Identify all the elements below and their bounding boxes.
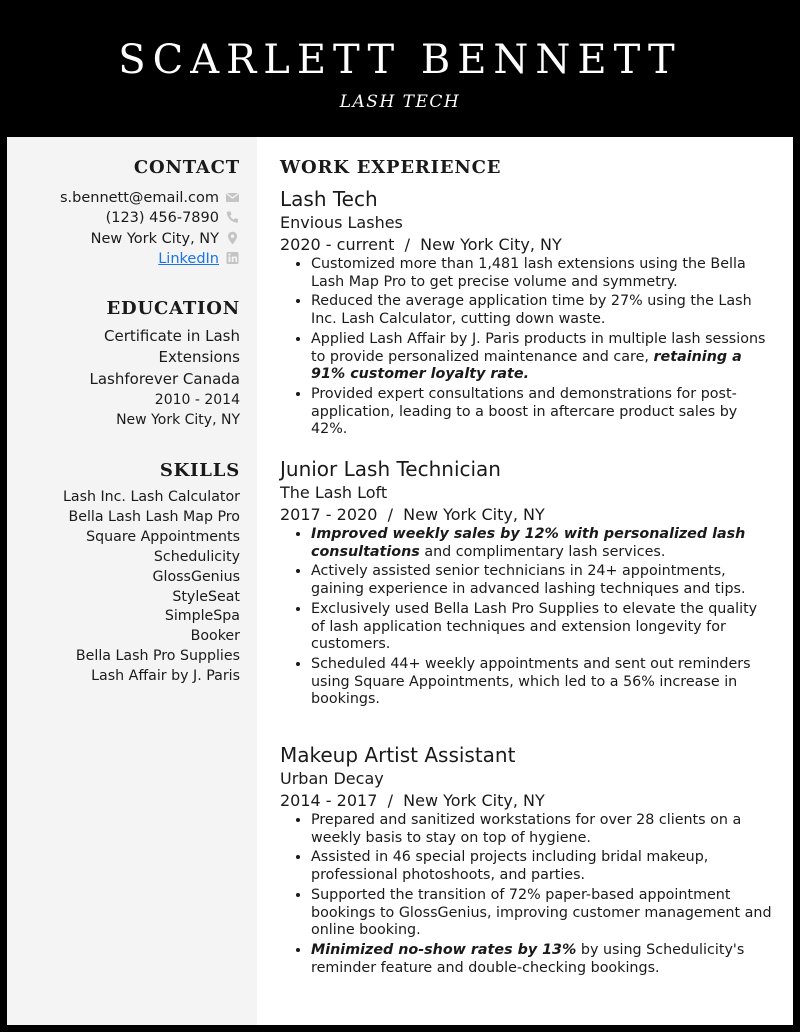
bullet-text: Prepared and sanitized workstations for over 28 clients on a weekly basis to stay on top of hygiene. (311, 812, 742, 846)
map-pin-icon (225, 231, 240, 245)
job-bullet (311, 256, 775, 291)
email-text: s.bennett@email.com (59, 190, 219, 206)
job-bullet (311, 942, 775, 977)
skills-heading: SKILLS (159, 460, 240, 481)
job-bullets (280, 812, 775, 977)
job-bullet (311, 849, 775, 884)
contact-location (15, 229, 240, 249)
contact-section (15, 157, 240, 269)
job-meta (280, 790, 775, 812)
sidebar (7, 137, 257, 1025)
job-location: New York City, NY (403, 505, 545, 524)
job-entry (280, 742, 775, 979)
contact-email (15, 188, 240, 208)
job-bullet (311, 887, 775, 940)
education-degree-line1: Certificate in Lash (104, 327, 240, 345)
job-bullet (311, 656, 775, 709)
job-dates: 2014 - 2017 (280, 791, 378, 810)
skill-item: Lash Inc. Lash Calculator (62, 489, 240, 505)
job-company: The Lash Loft (280, 483, 388, 502)
skill-item: Bella Lash Lash Map Pro (68, 508, 240, 525)
job-entry (280, 186, 775, 441)
bullet-text: Supported the transition of 72% paper-based appointment bookings to GlossGenius, improving customer management and online booking. (311, 886, 772, 939)
job-bullet (311, 812, 775, 847)
bullet-emphasis: Minimized no-show rates by 13% (311, 941, 577, 958)
contact-phone (15, 208, 240, 228)
bullet-text: Reduced the average application time by 27% using the Lash Inc. Lash Calculator, cutting down waste. (311, 293, 752, 328)
phone-text: (123) 456-7890 (105, 210, 219, 227)
job-meta-separator: / (387, 791, 393, 810)
job-company: Urban Decay (280, 769, 384, 788)
job-bullet (311, 331, 775, 384)
education-years: 2010 - 2014 (154, 392, 240, 408)
bullet-text: Exclusively used Bella Lash Pro Supplies to elevate the quality of lash application techniques and extension longevity for customers. (311, 600, 758, 653)
bullet-text-tail: and complimentary lash services. (419, 543, 666, 560)
skill-item: Lash Affair by J. Paris (91, 668, 240, 685)
job-bullet (311, 601, 775, 654)
bullet-text: Applied Lash Affair by J. Paris products in multiple lash sessions to provide personalized maintenance and care, (311, 330, 766, 365)
job-title: Junior Lash Technician (280, 457, 501, 481)
contact-heading: CONTACT (133, 157, 240, 178)
location-text: New York City, NY (90, 230, 219, 247)
skill-item: Bella Lash Pro Supplies (75, 648, 240, 665)
bullet-emphasis: Improved weekly sales by 12% with personalized lash consultations (311, 526, 746, 560)
job-title: Lash Tech (280, 187, 378, 211)
skill-item: GlossGenius (152, 568, 240, 585)
job-location: New York City, NY (403, 791, 545, 810)
skill-item: Booker (190, 628, 240, 645)
job-bullet (311, 293, 775, 328)
skill-item: SimpleSpa (164, 608, 240, 625)
education-heading: EDUCATION (106, 298, 240, 319)
job-dates: 2020 - current (280, 235, 395, 254)
skill-item: Schedulicity (153, 548, 240, 565)
job-location: New York City, NY (420, 235, 562, 254)
phone-icon (225, 210, 240, 224)
education-location: New York City, NY (116, 412, 240, 428)
candidate-name: SCARLETT BENNETT (118, 37, 682, 83)
bullet-text: Assisted in 46 special projects including bridal makeup, professional photoshoots, and parties. (311, 849, 709, 884)
job-bullet (311, 563, 775, 598)
candidate-role: LASH TECH (339, 92, 461, 112)
job-dates: 2017 - 2020 (280, 505, 378, 524)
job-meta-separator: / (387, 505, 393, 524)
resume-header (0, 0, 800, 137)
education-degree-line2: Extensions (158, 348, 240, 366)
job-meta-separator: / (404, 235, 410, 254)
job-title: Makeup Artist Assistant (280, 743, 516, 767)
job-bullets (280, 256, 775, 439)
job-bullet (311, 526, 775, 561)
job-meta (280, 504, 775, 526)
job-entry (280, 456, 775, 711)
education-school: Lashforever Canada (89, 370, 240, 388)
bullet-text-tail: by using Schedulicity's reminder feature and double-checking bookings. (311, 941, 745, 976)
resume-body (7, 137, 793, 1025)
bullet-text: Actively assisted senior technicians in 24+ appointments, gaining experience in advanced lashing techniques and tips. (311, 563, 746, 598)
job-bullets (280, 526, 775, 709)
job-meta (280, 234, 775, 256)
linkedin-link[interactable]: LinkedIn (158, 250, 219, 267)
linkedin-icon (225, 251, 240, 265)
bullet-text: Customized more than 1,481 lash extensions using the Bella Lash Map Pro to get precise volume and symmetry. (311, 256, 746, 290)
bullet-text: Scheduled 44+ weekly appointments and sent out reminders using Square Appointments, which led to a 56% increase in bookings. (311, 655, 751, 708)
skill-item: Square Appointments (86, 528, 240, 545)
bullet-text: Provided expert consultations and demonstrations for post-application, leading to a boost in aftercare product sales by 42%. (311, 385, 738, 438)
skills-section (15, 460, 240, 687)
education-section (15, 298, 240, 430)
skill-item: StyleSeat (172, 588, 240, 605)
bullet-emphasis: retaining a 91% customer loyalty rate. (311, 348, 742, 383)
job-company: Envious Lashes (280, 213, 403, 232)
contact-linkedin (15, 249, 240, 269)
work-experience-heading: WORK EXPERIENCE (280, 157, 502, 178)
job-bullet (311, 386, 775, 439)
envelope-icon (225, 190, 240, 204)
